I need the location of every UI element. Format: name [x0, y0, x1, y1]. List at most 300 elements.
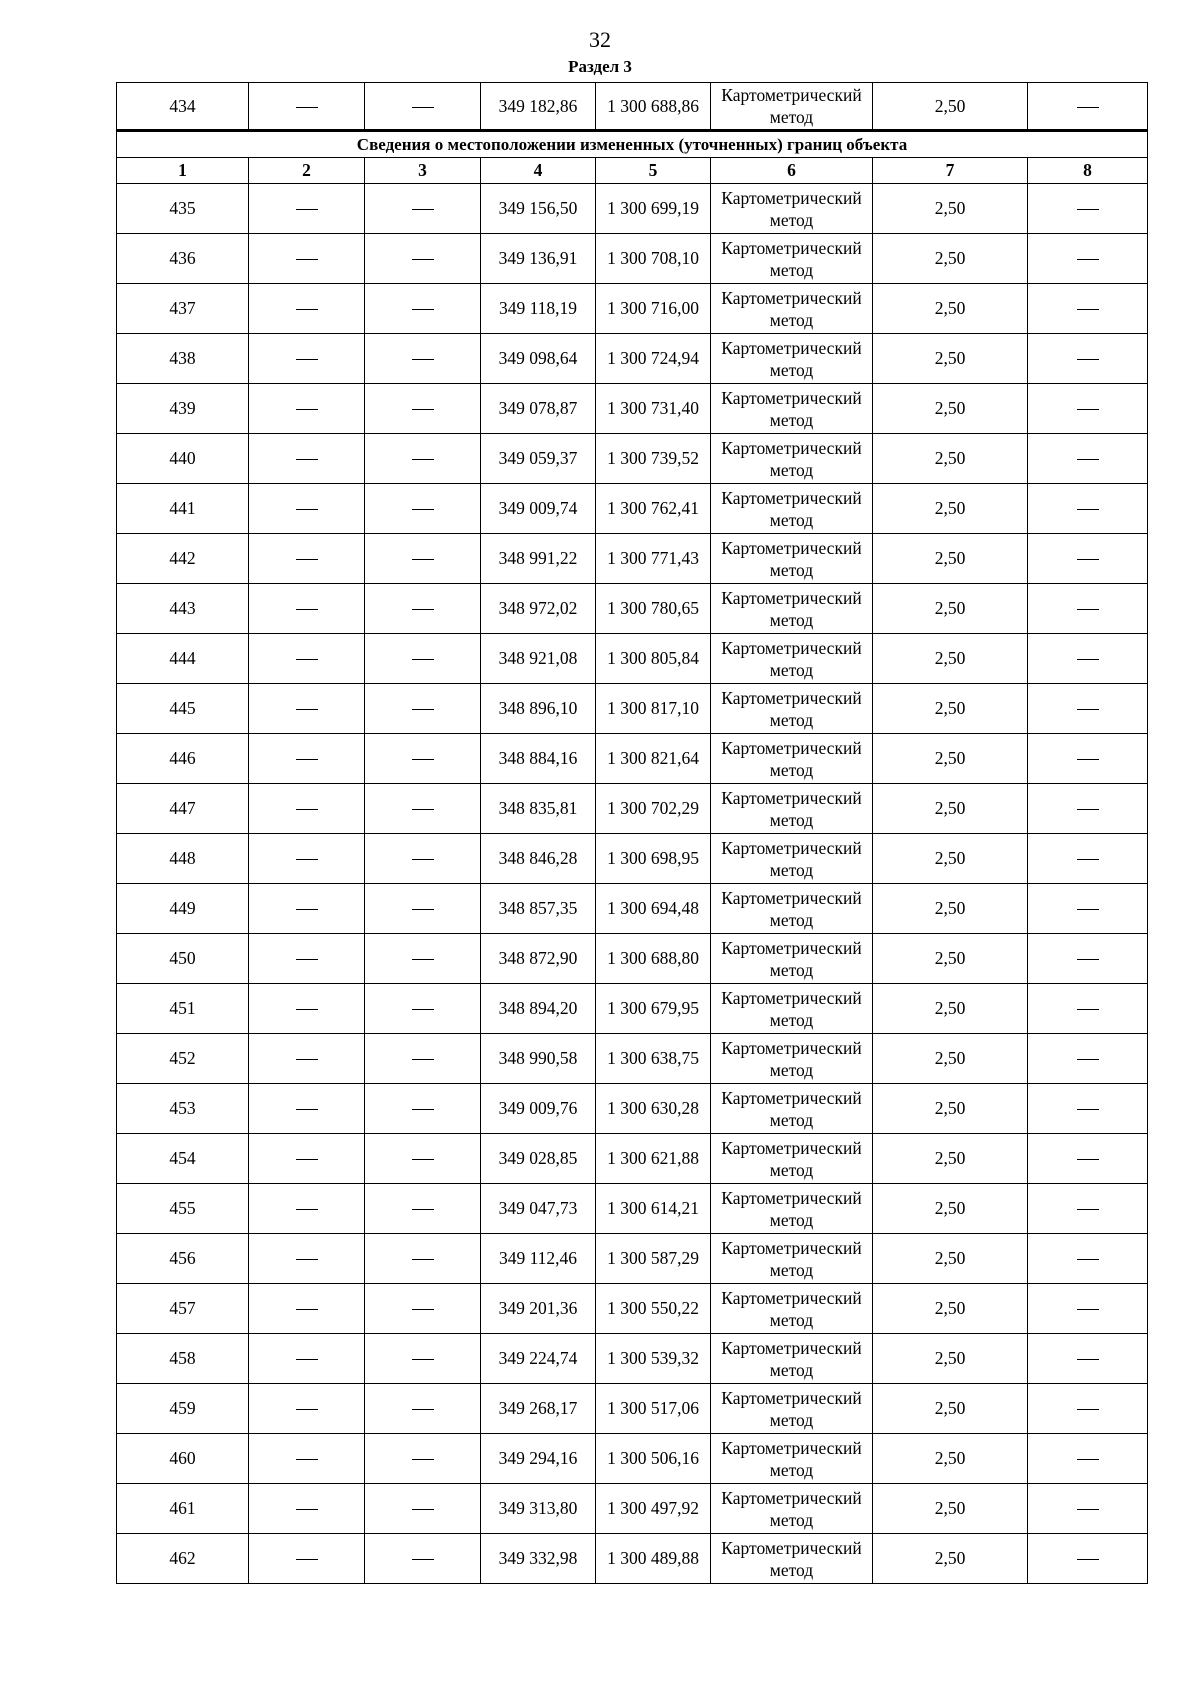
dash-mark: [296, 709, 318, 710]
accuracy-cell: 2,50: [873, 184, 1028, 234]
dash-mark: [412, 259, 434, 260]
accuracy-cell: 2,50: [873, 884, 1028, 934]
accuracy-cell: 2,50: [873, 934, 1028, 984]
column-3-cell: [365, 434, 481, 484]
column-8-cell: [1028, 1184, 1148, 1234]
dash-mark: [296, 1559, 318, 1560]
method-cell: Картометрический метод: [711, 1234, 873, 1284]
coordinates-table: [116, 82, 1148, 1584]
dash-mark: [296, 1359, 318, 1360]
page-number: 32: [589, 27, 611, 52]
dash-mark: [412, 1059, 434, 1060]
dash-mark: [296, 259, 318, 260]
column-8-cell: [1028, 584, 1148, 634]
accuracy-cell: 2,50: [873, 1284, 1028, 1334]
dash-mark: [1077, 959, 1099, 960]
point-number-cell: 444: [117, 634, 249, 684]
dash-mark: [412, 1459, 434, 1460]
y-coordinate-cell: 1 300 699,19: [596, 184, 711, 234]
dash-mark: [412, 509, 434, 510]
dash-mark: [296, 609, 318, 610]
y-coordinate-cell: 1 300 771,43: [596, 534, 711, 584]
column-3-cell: [365, 1234, 481, 1284]
dash-mark: [412, 1159, 434, 1160]
column-2-cell: [249, 1184, 365, 1234]
column-3-cell: [365, 384, 481, 434]
x-coordinate-cell: 348 894,20: [481, 984, 596, 1034]
method-cell: Картометрический метод: [711, 284, 873, 334]
dash-mark: [412, 609, 434, 610]
accuracy-cell: 2,50: [873, 1434, 1028, 1484]
column-3-cell: [365, 334, 481, 384]
point-number-cell: 462: [117, 1534, 249, 1584]
column-3-cell: [365, 1384, 481, 1434]
dash-mark: [296, 809, 318, 810]
dash-mark: [1077, 107, 1099, 108]
x-coordinate-cell: 348 991,22: [481, 534, 596, 584]
y-coordinate-cell: 1 300 587,29: [596, 1234, 711, 1284]
dash-mark: [296, 309, 318, 310]
y-coordinate-cell: 1 300 506,16: [596, 1434, 711, 1484]
column-8-cell: [1028, 434, 1148, 484]
accuracy-cell: 2,50: [873, 83, 1028, 131]
column-8-cell: [1028, 984, 1148, 1034]
dash-mark: [412, 459, 434, 460]
column-3-cell: [365, 534, 481, 584]
method-cell: Картометрический метод: [711, 1284, 873, 1334]
column-2-cell: [249, 184, 365, 234]
method-cell: Картометрический метод: [711, 1184, 873, 1234]
x-coordinate-cell: 349 078,87: [481, 384, 596, 434]
dash-mark: [1077, 209, 1099, 210]
table-row: [117, 234, 1148, 284]
column-2-cell: [249, 1384, 365, 1434]
dash-mark: [296, 1059, 318, 1060]
column-8-cell: [1028, 1234, 1148, 1284]
dash-mark: [296, 659, 318, 660]
x-coordinate-cell: 349 268,17: [481, 1384, 596, 1434]
y-coordinate-cell: 1 300 817,10: [596, 684, 711, 734]
accuracy-cell: 2,50: [873, 834, 1028, 884]
column-3-cell: [365, 1534, 481, 1584]
table-row: [117, 1484, 1148, 1534]
method-cell: Картометрический метод: [711, 384, 873, 434]
table-row: [117, 1434, 1148, 1484]
dash-mark: [1077, 759, 1099, 760]
x-coordinate-cell: 349 182,86: [481, 83, 596, 131]
dash-mark: [296, 1459, 318, 1460]
dash-mark: [412, 1509, 434, 1510]
method-cell: Картометрический метод: [711, 234, 873, 284]
column-3-cell: [365, 1484, 481, 1534]
method-cell: Картометрический метод: [711, 1084, 873, 1134]
dash-mark: [296, 359, 318, 360]
x-coordinate-cell: 349 118,19: [481, 284, 596, 334]
table-row: [117, 734, 1148, 784]
accuracy-cell: 2,50: [873, 1184, 1028, 1234]
method-cell: Картометрический метод: [711, 434, 873, 484]
accuracy-cell: 2,50: [873, 1334, 1028, 1384]
dash-mark: [1077, 1509, 1099, 1510]
accuracy-cell: 2,50: [873, 434, 1028, 484]
column-8-cell: [1028, 1034, 1148, 1084]
column-3-cell: [365, 83, 481, 131]
x-coordinate-cell: 349 047,73: [481, 1184, 596, 1234]
table-row: [117, 534, 1148, 584]
dash-mark: [296, 1009, 318, 1010]
dash-mark: [296, 959, 318, 960]
accuracy-cell: 2,50: [873, 584, 1028, 634]
column-2-cell: [249, 334, 365, 384]
table-row: [117, 1334, 1148, 1384]
dash-mark: [296, 559, 318, 560]
dash-mark: [296, 1209, 318, 1210]
y-coordinate-cell: 1 300 698,95: [596, 834, 711, 884]
table-row: [117, 384, 1148, 434]
column-2-cell: [249, 234, 365, 284]
column-number: 8: [1028, 158, 1148, 184]
accuracy-cell: 2,50: [873, 484, 1028, 534]
y-coordinate-cell: 1 300 679,95: [596, 984, 711, 1034]
table-row: [117, 1184, 1148, 1234]
point-number-cell: 454: [117, 1134, 249, 1184]
column-8-cell: [1028, 784, 1148, 834]
point-number-cell: 437: [117, 284, 249, 334]
accuracy-cell: 2,50: [873, 1234, 1028, 1284]
table-row: [117, 784, 1148, 834]
table-row: [117, 1084, 1148, 1134]
dash-mark: [1077, 909, 1099, 910]
column-8-cell: [1028, 1134, 1148, 1184]
x-coordinate-cell: 348 921,08: [481, 634, 596, 684]
y-coordinate-cell: 1 300 805,84: [596, 634, 711, 684]
point-number-cell: 440: [117, 434, 249, 484]
dash-mark: [1077, 859, 1099, 860]
x-coordinate-cell: 349 201,36: [481, 1284, 596, 1334]
column-3-cell: [365, 1284, 481, 1334]
dash-mark: [296, 459, 318, 460]
column-8-cell: [1028, 1334, 1148, 1384]
accuracy-cell: 2,50: [873, 1484, 1028, 1534]
dash-mark: [1077, 609, 1099, 610]
dash-mark: [1077, 359, 1099, 360]
point-number-cell: 452: [117, 1034, 249, 1084]
method-cell: Картометрический метод: [711, 83, 873, 131]
column-2-cell: [249, 1484, 365, 1534]
dash-mark: [412, 209, 434, 210]
method-cell: Картометрический метод: [711, 584, 873, 634]
point-number-cell: 450: [117, 934, 249, 984]
column-3-cell: [365, 234, 481, 284]
accuracy-cell: 2,50: [873, 1084, 1028, 1134]
y-coordinate-cell: 1 300 497,92: [596, 1484, 711, 1534]
column-2-cell: [249, 284, 365, 334]
point-number-cell: 451: [117, 984, 249, 1034]
column-8-cell: [1028, 634, 1148, 684]
dash-mark: [1077, 1259, 1099, 1260]
dash-mark: [1077, 1309, 1099, 1310]
table-row: [117, 484, 1148, 534]
dash-mark: [412, 759, 434, 760]
dash-mark: [296, 759, 318, 760]
section-title: Раздел 3: [568, 57, 632, 76]
y-coordinate-cell: 1 300 517,06: [596, 1384, 711, 1434]
method-cell: Картометрический метод: [711, 1534, 873, 1584]
x-coordinate-cell: 349 294,16: [481, 1434, 596, 1484]
column-3-cell: [365, 1084, 481, 1134]
method-cell: Картометрический метод: [711, 934, 873, 984]
dash-mark: [412, 659, 434, 660]
accuracy-cell: 2,50: [873, 1034, 1028, 1084]
dash-mark: [1077, 1009, 1099, 1010]
method-cell: Картометрический метод: [711, 1384, 873, 1434]
dash-mark: [296, 107, 318, 108]
point-number-cell: 459: [117, 1384, 249, 1434]
column-3-cell: [365, 684, 481, 734]
column-2-cell: [249, 684, 365, 734]
x-coordinate-cell: 349 009,76: [481, 1084, 596, 1134]
dash-mark: [1077, 409, 1099, 410]
column-2-cell: [249, 1434, 365, 1484]
column-8-cell: [1028, 734, 1148, 784]
column-3-cell: [365, 884, 481, 934]
column-3-cell: [365, 734, 481, 784]
method-cell: Картометрический метод: [711, 834, 873, 884]
column-2-cell: [249, 1284, 365, 1334]
column-2-cell: [249, 1134, 365, 1184]
dash-mark: [1077, 459, 1099, 460]
y-coordinate-cell: 1 300 614,21: [596, 1184, 711, 1234]
column-number: 6: [711, 158, 873, 184]
dash-mark: [1077, 1059, 1099, 1060]
method-cell: Картометрический метод: [711, 334, 873, 384]
method-cell: Картометрический метод: [711, 534, 873, 584]
dash-mark: [1077, 1559, 1099, 1560]
column-2-cell: [249, 434, 365, 484]
x-coordinate-cell: 349 224,74: [481, 1334, 596, 1384]
column-2-cell: [249, 534, 365, 584]
table-heading-row: [117, 131, 1148, 158]
column-2-cell: [249, 1334, 365, 1384]
y-coordinate-cell: 1 300 621,88: [596, 1134, 711, 1184]
table-row: [117, 1034, 1148, 1084]
column-8-cell: [1028, 834, 1148, 884]
x-coordinate-cell: 349 009,74: [481, 484, 596, 534]
table-row: [117, 284, 1148, 334]
column-2-cell: [249, 1084, 365, 1134]
y-coordinate-cell: 1 300 688,86: [596, 83, 711, 131]
x-coordinate-cell: 349 156,50: [481, 184, 596, 234]
method-cell: Картометрический метод: [711, 634, 873, 684]
point-number-cell: 455: [117, 1184, 249, 1234]
x-coordinate-cell: 349 112,46: [481, 1234, 596, 1284]
method-cell: Картометрический метод: [711, 1484, 873, 1534]
dash-mark: [296, 1309, 318, 1310]
column-number: 7: [873, 158, 1028, 184]
column-8-cell: [1028, 284, 1148, 334]
point-number-cell: 445: [117, 684, 249, 734]
table-row: [117, 884, 1148, 934]
y-coordinate-cell: 1 300 688,80: [596, 934, 711, 984]
accuracy-cell: 2,50: [873, 284, 1028, 334]
dash-mark: [1077, 1159, 1099, 1160]
table-heading: Сведения о местоположении измененных (уточненных) границ объекта: [117, 131, 1148, 158]
y-coordinate-cell: 1 300 731,40: [596, 384, 711, 434]
column-number: 5: [596, 158, 711, 184]
dash-mark: [296, 509, 318, 510]
method-cell: Картометрический метод: [711, 1434, 873, 1484]
column-2-cell: [249, 384, 365, 434]
dash-mark: [412, 559, 434, 560]
dash-mark: [412, 1259, 434, 1260]
y-coordinate-cell: 1 300 550,22: [596, 1284, 711, 1334]
dash-mark: [1077, 559, 1099, 560]
dash-mark: [412, 909, 434, 910]
table-row: [117, 1134, 1148, 1184]
dash-mark: [296, 1259, 318, 1260]
method-cell: Картометрический метод: [711, 1134, 873, 1184]
dash-mark: [412, 1559, 434, 1560]
method-cell: Картометрический метод: [711, 734, 873, 784]
y-coordinate-cell: 1 300 638,75: [596, 1034, 711, 1084]
x-coordinate-cell: 348 846,28: [481, 834, 596, 884]
table-row: [117, 834, 1148, 884]
column-3-cell: [365, 984, 481, 1034]
table-row: [117, 1234, 1148, 1284]
column-3-cell: [365, 834, 481, 884]
column-8-cell: [1028, 534, 1148, 584]
dash-mark: [296, 1109, 318, 1110]
accuracy-cell: 2,50: [873, 334, 1028, 384]
dash-mark: [412, 709, 434, 710]
method-cell: Картометрический метод: [711, 684, 873, 734]
dash-mark: [1077, 1459, 1099, 1460]
x-coordinate-cell: 349 098,64: [481, 334, 596, 384]
column-number: 2: [249, 158, 365, 184]
dash-mark: [1077, 1359, 1099, 1360]
table-row: [117, 584, 1148, 634]
dash-mark: [412, 809, 434, 810]
accuracy-cell: 2,50: [873, 1534, 1028, 1584]
accuracy-cell: 2,50: [873, 234, 1028, 284]
table-row: [117, 684, 1148, 734]
dash-mark: [412, 359, 434, 360]
y-coordinate-cell: 1 300 780,65: [596, 584, 711, 634]
y-coordinate-cell: 1 300 708,10: [596, 234, 711, 284]
column-number: 1: [117, 158, 249, 184]
column-8-cell: [1028, 334, 1148, 384]
point-number-cell: 439: [117, 384, 249, 434]
x-coordinate-cell: 348 972,02: [481, 584, 596, 634]
column-3-cell: [365, 1184, 481, 1234]
column-2-cell: [249, 834, 365, 884]
dash-mark: [412, 1309, 434, 1310]
column-2-cell: [249, 934, 365, 984]
column-number-row: [117, 158, 1148, 184]
column-2-cell: [249, 984, 365, 1034]
method-cell: Картометрический метод: [711, 484, 873, 534]
accuracy-cell: 2,50: [873, 984, 1028, 1034]
column-3-cell: [365, 1434, 481, 1484]
column-3-cell: [365, 1034, 481, 1084]
table-row: [117, 184, 1148, 234]
dash-mark: [412, 959, 434, 960]
accuracy-cell: 2,50: [873, 384, 1028, 434]
point-number-cell: 461: [117, 1484, 249, 1534]
dash-mark: [412, 309, 434, 310]
accuracy-cell: 2,50: [873, 1384, 1028, 1434]
table-row: [117, 434, 1148, 484]
column-3-cell: [365, 484, 481, 534]
column-8-cell: [1028, 1084, 1148, 1134]
accuracy-cell: 2,50: [873, 684, 1028, 734]
dash-mark: [1077, 709, 1099, 710]
point-number-cell: 448: [117, 834, 249, 884]
x-coordinate-cell: 348 896,10: [481, 684, 596, 734]
x-coordinate-cell: 348 990,58: [481, 1034, 596, 1084]
column-2-cell: [249, 634, 365, 684]
x-coordinate-cell: 348 835,81: [481, 784, 596, 834]
column-number: 4: [481, 158, 596, 184]
table-row: [117, 334, 1148, 384]
dash-mark: [412, 1359, 434, 1360]
column-8-cell: [1028, 684, 1148, 734]
method-cell: Картометрический метод: [711, 784, 873, 834]
dash-mark: [412, 1109, 434, 1110]
x-coordinate-cell: 349 059,37: [481, 434, 596, 484]
table-row: [117, 1534, 1148, 1584]
point-number-cell: 434: [117, 83, 249, 131]
table-row: [117, 984, 1148, 1034]
dash-mark: [1077, 509, 1099, 510]
point-number-cell: 438: [117, 334, 249, 384]
dash-mark: [412, 859, 434, 860]
point-number-cell: 443: [117, 584, 249, 634]
column-2-cell: [249, 83, 365, 131]
y-coordinate-cell: 1 300 694,48: [596, 884, 711, 934]
table-row: [117, 634, 1148, 684]
x-coordinate-cell: 349 313,80: [481, 1484, 596, 1534]
table-row: [117, 1284, 1148, 1334]
column-2-cell: [249, 1534, 365, 1584]
dash-mark: [1077, 309, 1099, 310]
column-8-cell: [1028, 1284, 1148, 1334]
column-3-cell: [365, 184, 481, 234]
column-2-cell: [249, 584, 365, 634]
column-3-cell: [365, 1334, 481, 1384]
accuracy-cell: 2,50: [873, 534, 1028, 584]
dash-mark: [412, 107, 434, 108]
column-8-cell: [1028, 1534, 1148, 1584]
x-coordinate-cell: 349 136,91: [481, 234, 596, 284]
x-coordinate-cell: 349 332,98: [481, 1534, 596, 1584]
method-cell: Картометрический метод: [711, 1334, 873, 1384]
column-number: 3: [365, 158, 481, 184]
column-8-cell: [1028, 184, 1148, 234]
column-8-cell: [1028, 384, 1148, 434]
dash-mark: [412, 1009, 434, 1010]
column-8-cell: [1028, 934, 1148, 984]
dash-mark: [1077, 809, 1099, 810]
column-2-cell: [249, 734, 365, 784]
point-number-cell: 435: [117, 184, 249, 234]
x-coordinate-cell: 348 872,90: [481, 934, 596, 984]
column-8-cell: [1028, 1384, 1148, 1434]
y-coordinate-cell: 1 300 630,28: [596, 1084, 711, 1134]
y-coordinate-cell: 1 300 702,29: [596, 784, 711, 834]
point-number-cell: 460: [117, 1434, 249, 1484]
y-coordinate-cell: 1 300 724,94: [596, 334, 711, 384]
